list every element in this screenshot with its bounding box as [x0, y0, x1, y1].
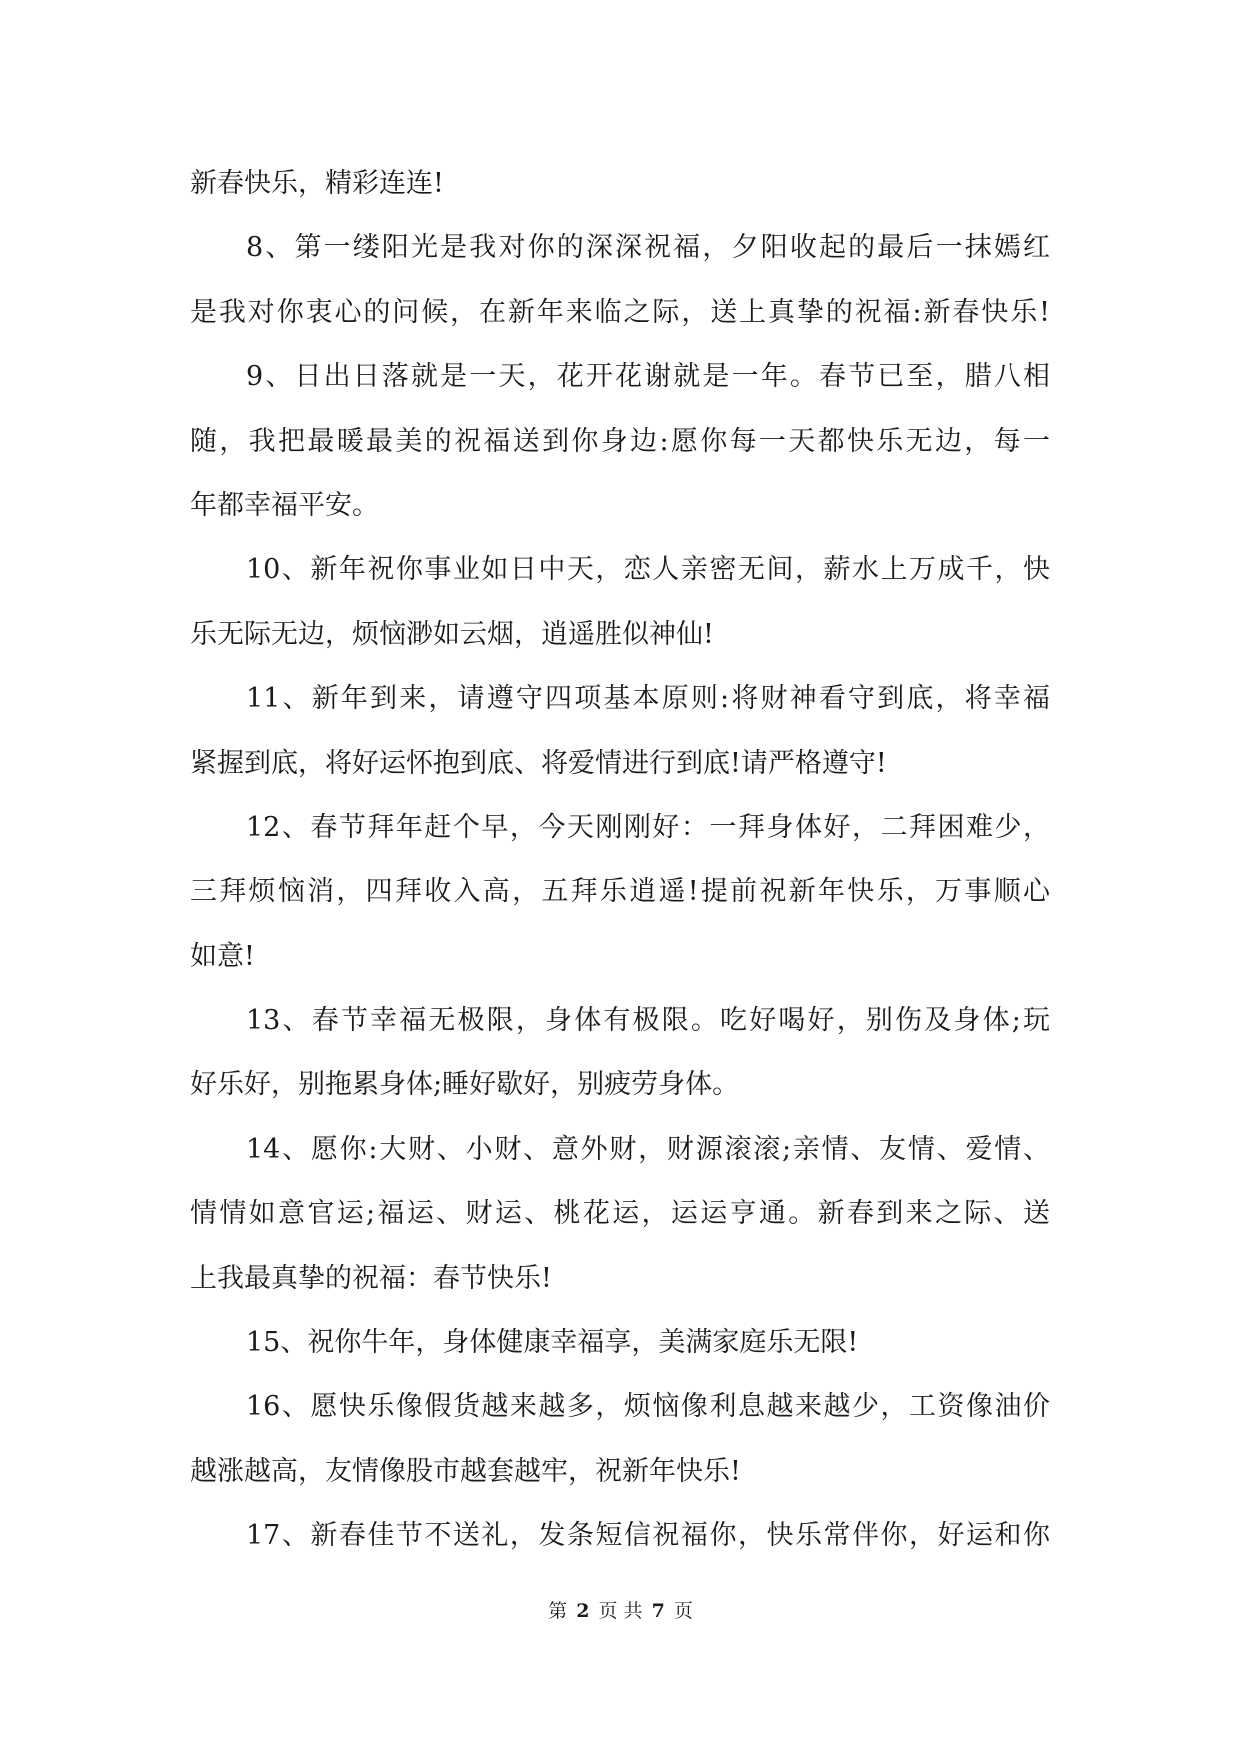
text-line: 好乐好，别拖累身体;睡好歇好，别疲劳身体。	[190, 1069, 740, 1101]
text-line: 年都幸福平安。	[190, 489, 379, 521]
text-line: 紧握到底，将好运怀抱到底、将爱情进行到底!请严格遵守!	[190, 747, 887, 779]
current-page-number: 2	[576, 1600, 590, 1622]
text-line: 三拜烦恼消，四拜收入高，五拜乐逍遥!提前祝新年快乐，万事顺心	[190, 876, 1050, 908]
text-line: 11、新年到来，请遵守四项基本原则:将财神看守到底，将幸福	[246, 683, 1050, 715]
text-line: 情情如意官运;福运、财运、桃花运，运运亨通。新春到来之际、送	[190, 1198, 1050, 1230]
text-line: 10、新年祝你事业如日中天，恋人亲密无间，薪水上万成千，快	[246, 554, 1050, 586]
text-line: 13、春节幸福无极限，身体有极限。吃好喝好，别伤及身体;玩	[246, 1005, 1050, 1037]
text-line: 14、愿你:大财、小财、意外财，财源滚滚;亲情、友情、爱情、	[246, 1133, 1050, 1165]
footer-prefix: 第	[548, 1600, 568, 1622]
text-line: 乐无际无边，烦恼渺如云烟，逍遥胜似神仙!	[190, 618, 714, 650]
footer-suffix: 页	[673, 1600, 693, 1622]
footer-middle: 页 共	[598, 1600, 643, 1622]
text-line: 9、日出日落就是一天，花开花谢就是一年。春节已至，腊八相	[246, 361, 1050, 393]
text-line: 如意!	[190, 940, 255, 972]
text-line: 15、祝你牛年，身体健康幸福享，美满家庭乐无限!	[246, 1327, 859, 1359]
text-line: 12、春节拜年赶个早，今天刚刚好：一拜身体好，二拜困难少，	[246, 811, 1050, 843]
text-line: 16、愿快乐像假货越来越多，烦恼像利息越来越少，工资像油价	[246, 1391, 1050, 1423]
text-line: 8、第一缕阳光是我对你的深深祝福，夕阳收起的最后一抹嫣红	[246, 232, 1050, 264]
page-footer	[0, 1598, 1241, 1624]
text-line: 随，我把最暖最美的祝福送到你身边:愿你每一天都快乐无边，每一	[190, 425, 1050, 457]
text-line: 上我最真挚的祝福：春节快乐!	[190, 1262, 552, 1294]
text-line: 新春快乐，精彩连连!	[190, 168, 444, 199]
text-line: 越涨越高，友情像股市越套越牢，祝新年快乐!	[190, 1455, 741, 1487]
text-line: 是我对你衷心的问候，在新年来临之际，送上真挚的祝福:新春快乐!	[190, 296, 1050, 328]
total-pages-number: 7	[651, 1600, 665, 1622]
text-line: 17、新春佳节不送礼，发条短信祝福你，快乐常伴你，好运和你	[246, 1520, 1050, 1552]
document-body	[190, 152, 1050, 1569]
